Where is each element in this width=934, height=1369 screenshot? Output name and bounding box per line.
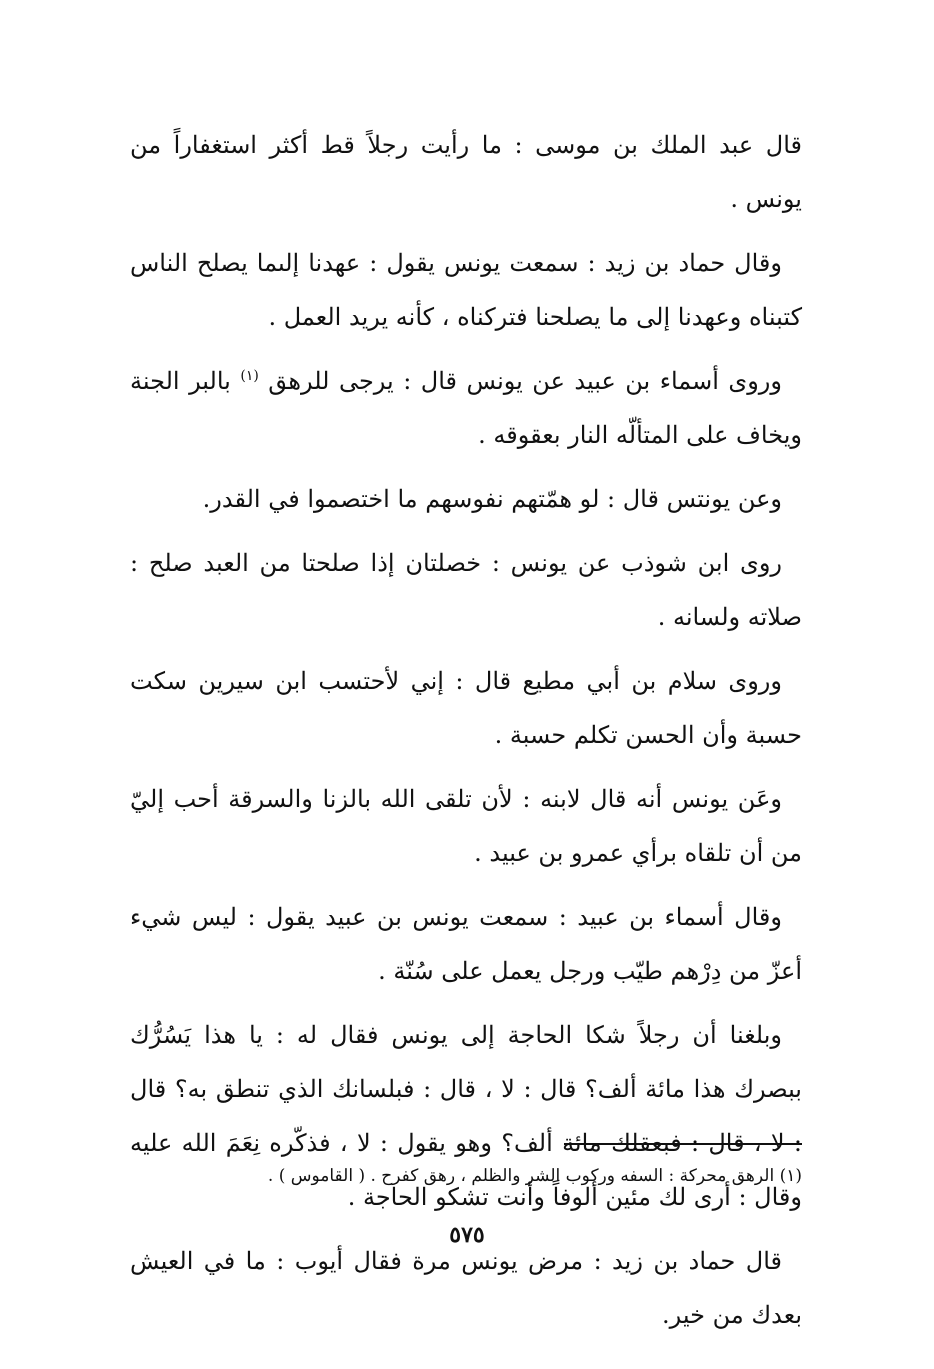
paragraph-2: وقال حماد بن زيد : سمعت يونس يقول : عهدنا إلىما يصلح الناس كتبناه وعهدنا إلى ما يصلحنا فتركناه ، كأنه يريد العمل . [130, 249, 802, 331]
paragraph-4: وعن يونتس قال : لو همّتهم نفوسهم ما اختصموا في القدر. [202, 485, 782, 513]
footnote: (١) الرهق محركة : السفه وركوب الشر والظلم ، رهق كفرح . ( القاموس ) . [267, 1166, 802, 1186]
paragraph-9: وبلغنا أن رجلاً شكا الحاجة إلى يونس فقال له : يا هذا يَسُرُّك ببصرك هذا مائة ألف؟ قال : لا ، قال : فبلسانك الذي تنطق به؟ قال : لا ، قال : فبعقلك مائة ألف؟ وهو يقول : لا ، فذكّره نِعَمَ الله عليه وقال : أرى لك مئين ألوفاً وأنت تشكو الحاجة . [130, 1021, 802, 1211]
paragraph-3-part-2: بالبر الجنة ويخاف على المتألّه النار بعقوقه . [130, 367, 802, 449]
paragraph-3 [130, 354, 802, 462]
footnote-reference[interactable]: (١) [240, 368, 259, 384]
page-number: ٥٧٥ [449, 1222, 485, 1248]
paragraph-1: قال عبد الملك بن موسى : ما رأيت رجلاً قط أكثر استغفاراً من يونس . [130, 131, 802, 213]
paragraph-3-part-1: وروى أسماء بن عبيد عن يونس قال : يرجى للرهق [268, 367, 782, 395]
paragraph-10: قال حماد بن زيد : مرض يونس مرة فقال أيوب : ما في العيش بعدك من خير. [130, 1247, 802, 1329]
footnote-divider [564, 1143, 802, 1145]
paragraph-8: وقال أسماء بن عبيد : سمعت يونس بن عبيد يقول : ليس شيء أعزّ من دِرْهم طيّب ورجل يعمل على سُنّة . [130, 903, 802, 985]
paragraph-5: روى ابن شوذب عن يونس : خصلتان إذا صلحتا من العبد صلح : صلاته ولسانه . [130, 549, 802, 631]
paragraph-7: وعَن يونس أنه قال لابنه : لأن تلقى الله بالزنا والسرقة أحب إليّ من أن تلقاه برأي عمرو بن عبيد . [130, 785, 802, 867]
paragraph-6: وروى سلام بن أبي مطيع قال : إني لأحتسب ابن سيرين سكت حسبة وأن الحسن تكلم حسبة . [130, 667, 802, 749]
